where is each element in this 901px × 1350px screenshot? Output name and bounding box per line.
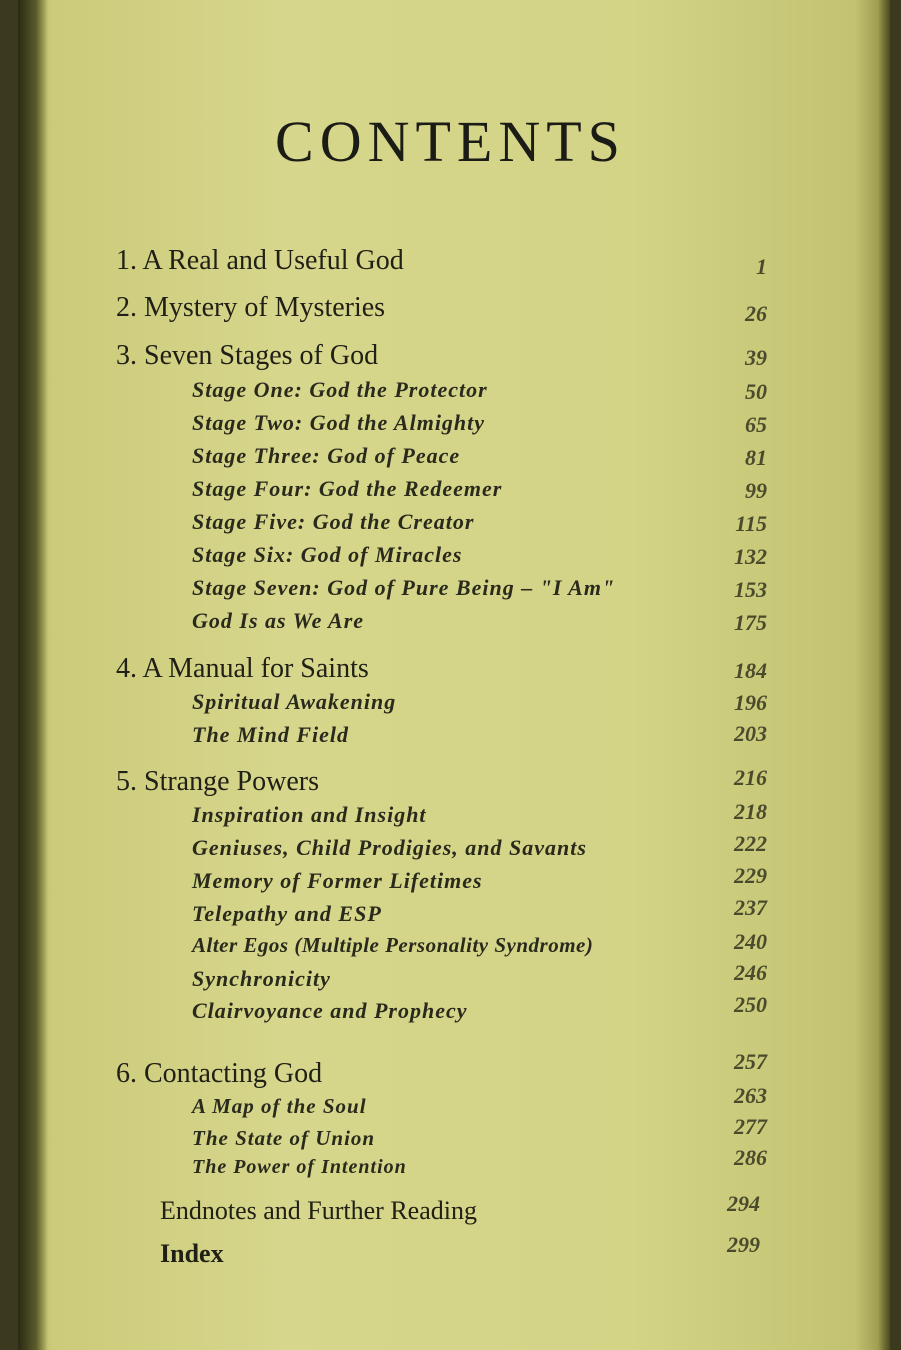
index-title: Index bbox=[160, 1239, 224, 1268]
section-page: 196 bbox=[734, 690, 767, 715]
chapter-1-page: 1 bbox=[756, 254, 767, 279]
section-title: The Mind Field bbox=[192, 722, 350, 747]
section-page: 99 bbox=[745, 478, 767, 503]
section-page: 175 bbox=[734, 610, 767, 635]
section-page: 50 bbox=[745, 379, 767, 404]
section-page: 277 bbox=[734, 1114, 767, 1139]
section-page: 286 bbox=[734, 1145, 767, 1170]
section-page: 237 bbox=[734, 895, 767, 920]
section-page: 115 bbox=[735, 511, 767, 536]
section-title: Inspiration and Insight bbox=[192, 802, 427, 827]
section-title: Telepathy and ESP bbox=[192, 901, 382, 926]
section-page: 153 bbox=[734, 577, 767, 602]
chapter-2-title: 2. Mystery of Mysteries bbox=[116, 292, 386, 323]
chapter-6-title: 6. Contacting God bbox=[116, 1058, 323, 1089]
section-page: 246 bbox=[734, 960, 767, 985]
chapter-4-title: 4. A Manual for Saints bbox=[116, 653, 369, 684]
chapter-3-page: 39 bbox=[745, 345, 767, 370]
section-page: 203 bbox=[734, 721, 767, 746]
section-page: 65 bbox=[745, 412, 767, 437]
section-title: Stage Six: God of Miracles bbox=[192, 542, 463, 567]
section-page: 229 bbox=[734, 863, 767, 888]
section-title: Alter Egos (Multiple Personality Syndrome) bbox=[192, 933, 594, 957]
section-title: Stage One: God the Protector bbox=[192, 377, 488, 402]
section-title: A Map of the Soul bbox=[192, 1094, 367, 1118]
index-page: 299 bbox=[727, 1232, 760, 1257]
section-page: 222 bbox=[734, 831, 767, 856]
chapter-5-title: 5. Strange Powers bbox=[116, 766, 319, 797]
section-title: Geniuses, Child Prodigies, and Savants bbox=[192, 835, 587, 860]
endnotes-title: Endnotes and Further Reading bbox=[160, 1196, 477, 1225]
binding-shadow bbox=[18, 0, 48, 1350]
chapter-4-page: 184 bbox=[734, 658, 767, 683]
section-title: Clairvoyance and Prophecy bbox=[192, 998, 468, 1023]
section-title: Memory of Former Lifetimes bbox=[192, 868, 483, 893]
section-title: Spiritual Awakening bbox=[192, 689, 397, 714]
section-page: 81 bbox=[745, 445, 767, 470]
section-title: Stage Two: God the Almighty bbox=[192, 410, 486, 435]
section-page: 218 bbox=[734, 799, 767, 824]
chapter-1-title: 1. A Real and Useful God bbox=[116, 245, 404, 276]
chapter-3-title: 3. Seven Stages of God bbox=[116, 340, 379, 371]
section-page: 132 bbox=[734, 544, 767, 569]
page-title: CONTENTS bbox=[275, 109, 626, 174]
section-title: God Is as We Are bbox=[192, 608, 365, 633]
chapter-6-page: 257 bbox=[734, 1049, 767, 1074]
section-page: 263 bbox=[734, 1083, 767, 1108]
section-title: Stage Three: God of Peace bbox=[192, 443, 461, 468]
page-edge bbox=[878, 0, 890, 1350]
section-page: 240 bbox=[734, 929, 767, 954]
chapter-2-page: 26 bbox=[745, 301, 767, 326]
section-title: The Power of Intention bbox=[192, 1156, 407, 1178]
section-title: The State of Union bbox=[192, 1126, 376, 1150]
endnotes-page: 294 bbox=[727, 1191, 760, 1216]
section-title: Stage Four: God the Redeemer bbox=[192, 476, 503, 501]
chapter-5-page: 216 bbox=[734, 765, 767, 790]
section-title: Synchronicity bbox=[192, 966, 331, 991]
section-title: Stage Seven: God of Pure Being – "I Am" bbox=[192, 575, 616, 600]
section-title: Stage Five: God the Creator bbox=[192, 509, 475, 534]
section-page: 250 bbox=[734, 992, 767, 1017]
